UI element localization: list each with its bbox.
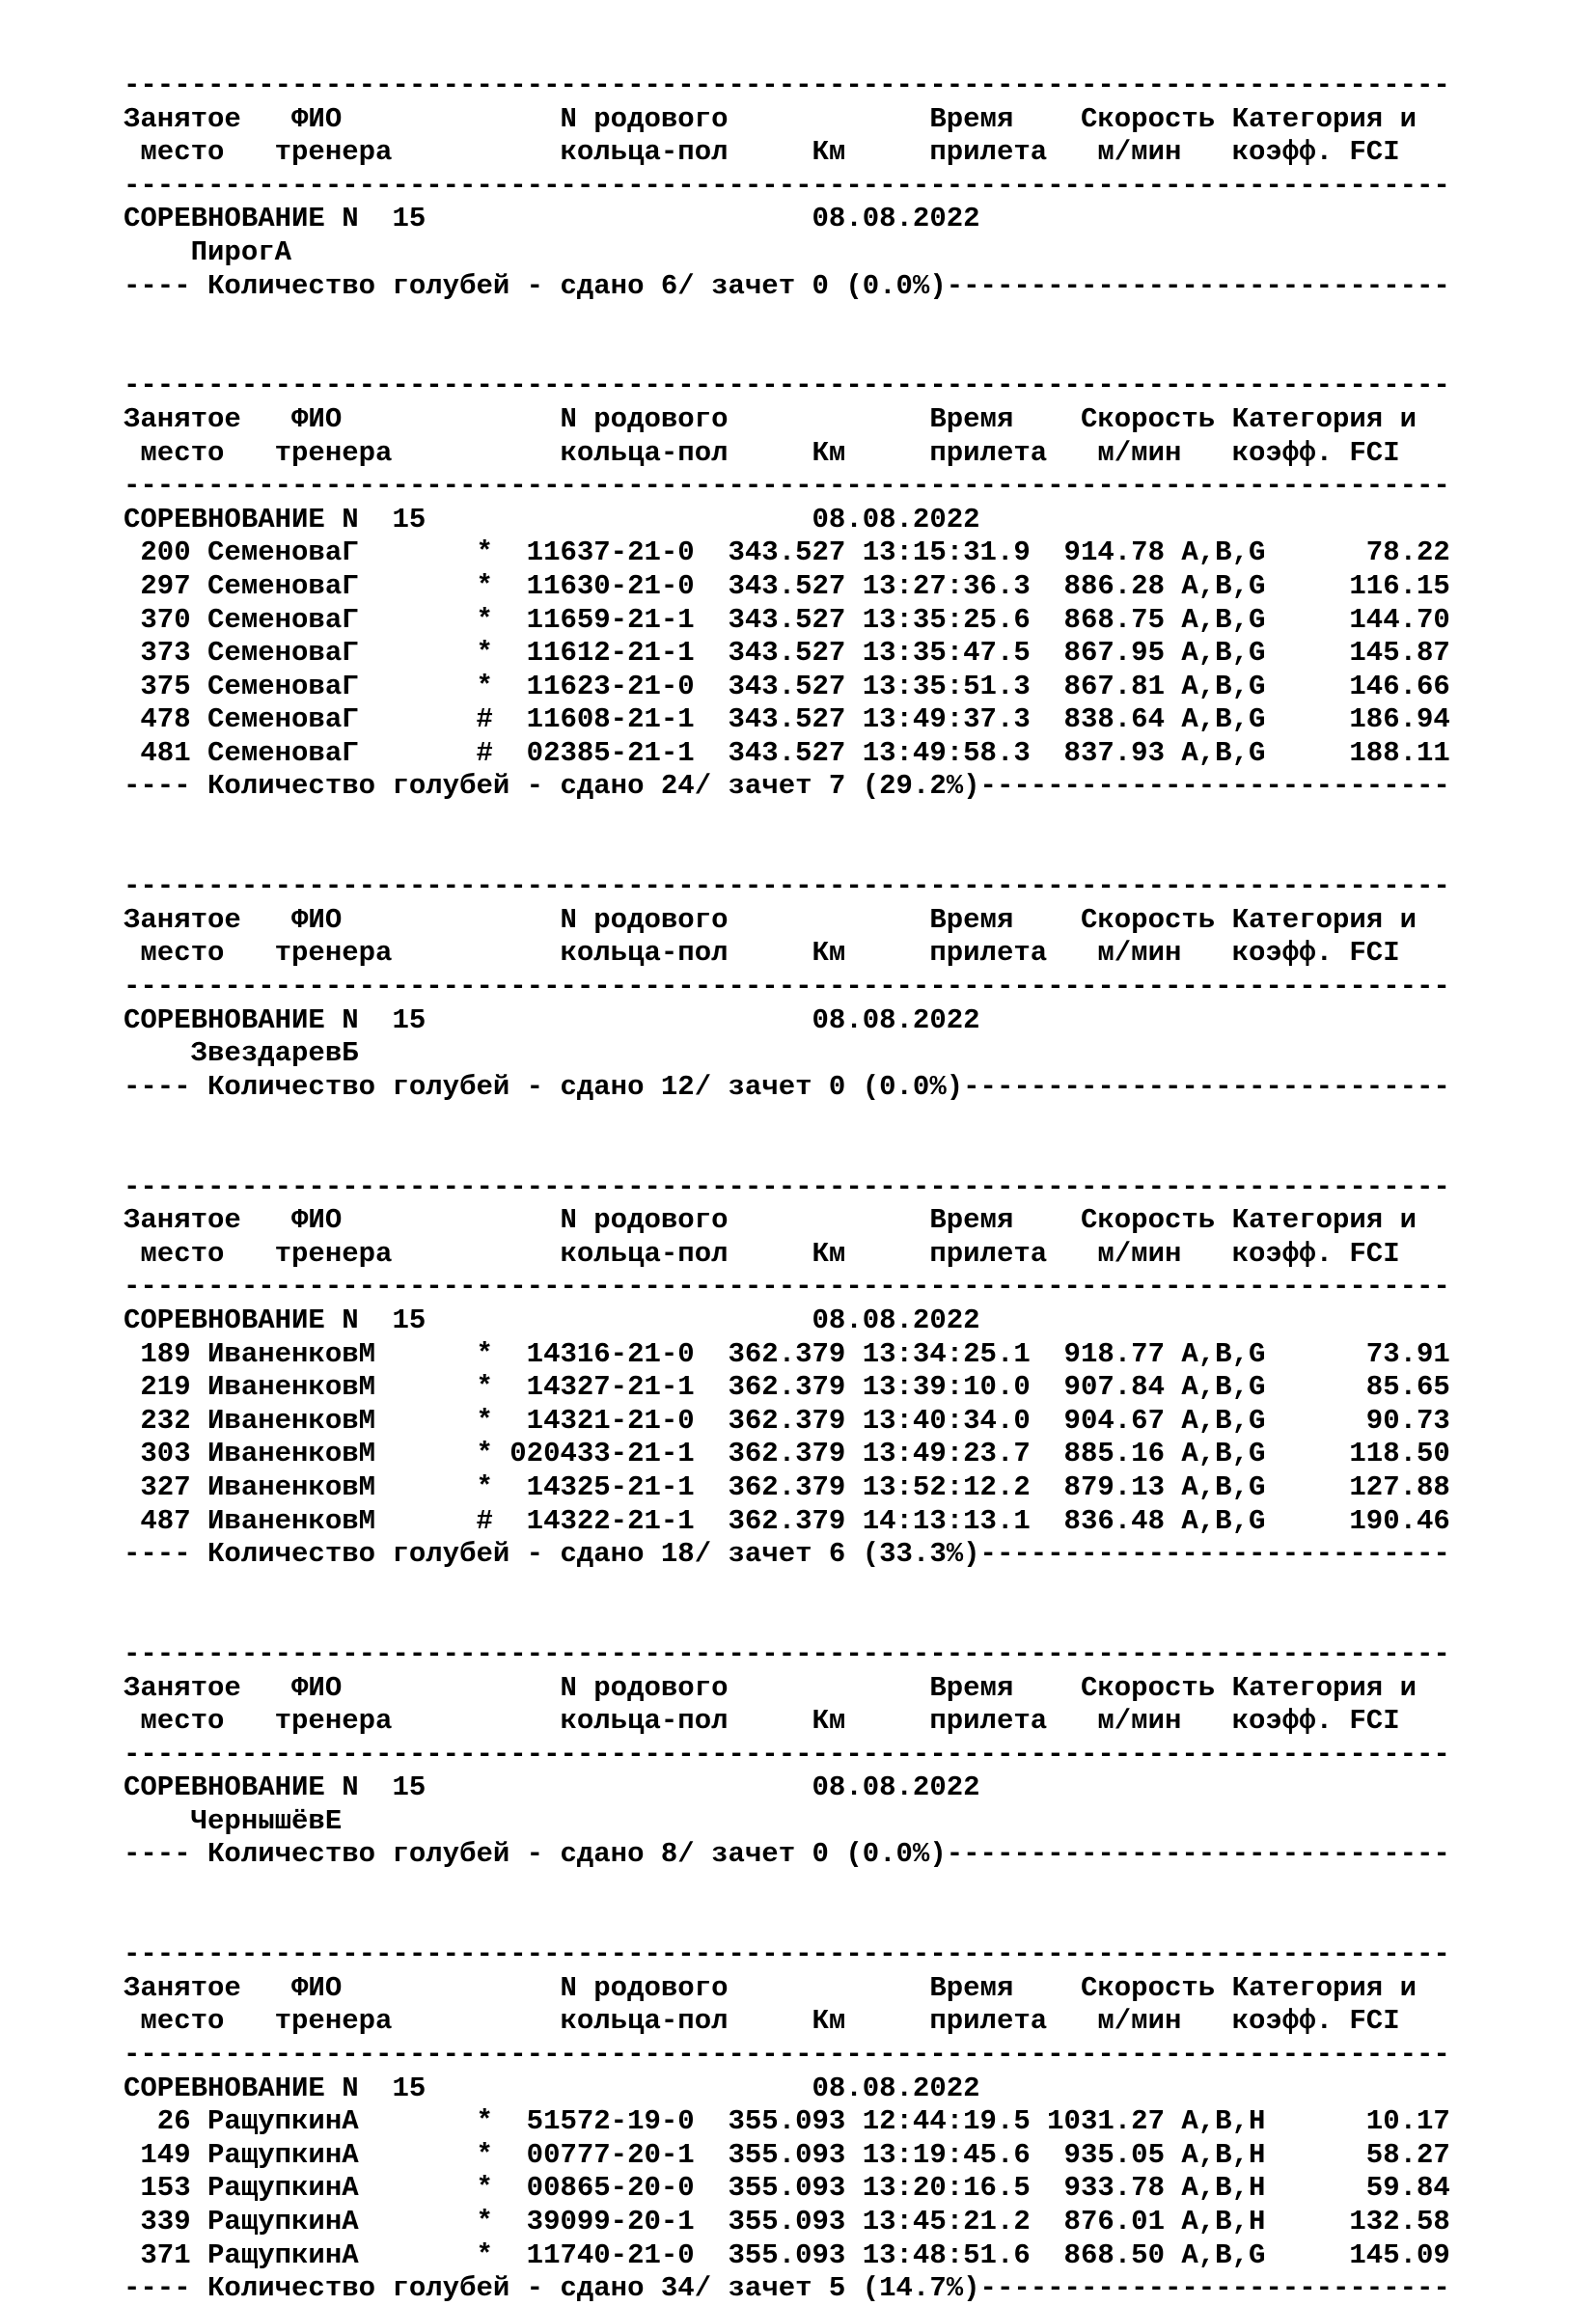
separator-line: ------------------------------------------------------------------------------- bbox=[124, 1637, 1450, 1670]
separator-line: ------------------------------------------------------------------------------- bbox=[124, 1271, 1450, 1304]
result-row: 149 РащупкинА * 00777-20-1 355.093 13:19:45.6 935.05 A,B,H 58.27 bbox=[124, 2138, 1450, 2171]
summary-line: ---- Количество голубей - сдано 34/ зачет 5 (14.7%)---------------------------- bbox=[124, 2272, 1450, 2305]
column-header-line-2: место тренера кольца-пол Км прилета м/мин коэфф. FCI bbox=[124, 1705, 1400, 1738]
result-row: 153 РащупкинА * 00865-20-0 355.093 13:20:16.5 933.78 A,B,H 59.84 bbox=[124, 2172, 1450, 2205]
result-row: 487 ИваненковМ # 14322-21-1 362.379 14:13:13.1 836.48 A,B,G 190.46 bbox=[124, 1504, 1450, 1537]
competition-title: СОРЕВНОВАНИЕ N 15 08.08.2022 bbox=[124, 1304, 980, 1336]
section-gap bbox=[124, 1572, 1450, 1638]
result-row: 189 ИваненковМ * 14316-21-0 362.379 13:34:25.1 918.77 A,B,G 73.91 bbox=[124, 1337, 1450, 1370]
competition-title: СОРЕВНОВАНИЕ N 15 08.08.2022 bbox=[124, 203, 980, 235]
separator-line: ------------------------------------------------------------------------------- bbox=[124, 1170, 1450, 1203]
summary-line: ---- Количество голубей - сдано 6/ зачет 0 (0.0%)------------------------------ bbox=[124, 269, 1450, 302]
result-row: 26 РащупкинА * 51572-19-0 355.093 12:44:19.5 1031.27 A,B,H 10.17 bbox=[124, 2105, 1450, 2138]
fancier-name: ЧернышёвЕ bbox=[124, 1804, 343, 1837]
result-row: 478 СеменоваГ # 11608-21-1 343.527 13:49:37.3 838.64 A,B,G 186.94 bbox=[124, 703, 1450, 736]
separator-line: ------------------------------------------------------------------------------- bbox=[124, 169, 1450, 202]
summary-line: ---- Количество голубей - сдано 18/ зачет 6 (33.3%)---------------------------- bbox=[124, 1538, 1450, 1571]
result-row: 200 СеменоваГ * 11637-21-0 343.527 13:15:31.9 914.78 A,B,G 78.22 bbox=[124, 536, 1450, 569]
result-row: 371 РащупкинА * 11740-21-0 355.093 13:48:51.6 868.50 A,B,G 145.09 bbox=[124, 2238, 1450, 2271]
separator-line: ------------------------------------------------------------------------------- bbox=[124, 470, 1450, 503]
column-header-line-1: Занятое ФИО N родового Время Скорость Категория и bbox=[124, 1204, 1417, 1237]
separator-line: ------------------------------------------------------------------------------- bbox=[124, 870, 1450, 903]
separator-line: ------------------------------------------------------------------------------- bbox=[124, 2039, 1450, 2072]
separator-line: ------------------------------------------------------------------------------- bbox=[124, 1938, 1450, 1971]
section-gap bbox=[124, 804, 1450, 870]
competition-title: СОРЕВНОВАНИЕ N 15 08.08.2022 bbox=[124, 1003, 980, 1036]
column-header-line-2: место тренера кольца-пол Км прилета м/мин коэфф. FCI bbox=[124, 937, 1400, 970]
section-gap bbox=[124, 1872, 1450, 1938]
column-header-line-1: Занятое ФИО N родового Время Скорость Категория и bbox=[124, 903, 1417, 936]
column-header-line-1: Занятое ФИО N родового Время Скорость Категория и bbox=[124, 1971, 1417, 2004]
summary-line: ---- Количество голубей - сдано 8/ зачет 0 (0.0%)------------------------------ bbox=[124, 1838, 1450, 1871]
column-header-line-2: место тренера кольца-пол Км прилета м/мин коэфф. FCI bbox=[124, 436, 1400, 469]
column-header-line-2: место тренера кольца-пол Км прилета м/мин коэфф. FCI bbox=[124, 136, 1400, 169]
result-row: 232 ИваненковМ * 14321-21-0 362.379 13:40:34.0 904.67 A,B,G 90.73 bbox=[124, 1404, 1450, 1437]
competition-title: СОРЕВНОВАНИЕ N 15 08.08.2022 bbox=[124, 503, 980, 535]
separator-line: ------------------------------------------------------------------------------- bbox=[124, 971, 1450, 1003]
section-gap bbox=[124, 1104, 1450, 1170]
result-row: 303 ИваненковМ * 020433-21-1 362.379 13:49:23.7 885.16 A,B,G 118.50 bbox=[124, 1438, 1450, 1470]
competition-title: СОРЕВНОВАНИЕ N 15 08.08.2022 bbox=[124, 2072, 980, 2104]
result-row: 327 ИваненковМ * 14325-21-1 362.379 13:52:12.2 879.13 A,B,G 127.88 bbox=[124, 1470, 1450, 1503]
result-row: 370 СеменоваГ * 11659-21-1 343.527 13:35:25.6 868.75 A,B,G 144.70 bbox=[124, 603, 1450, 636]
section-gap bbox=[124, 303, 1450, 370]
column-header-line-2: место тренера кольца-пол Км прилета м/мин коэфф. FCI bbox=[124, 2005, 1400, 2038]
result-row: 219 ИваненковМ * 14327-21-1 362.379 13:39:10.0 907.84 A,B,G 85.65 bbox=[124, 1371, 1450, 1404]
result-row: 297 СеменоваГ * 11630-21-0 343.527 13:27:36.3 886.28 A,B,G 116.15 bbox=[124, 569, 1450, 602]
result-row: 373 СеменоваГ * 11612-21-1 343.527 13:35:47.5 867.95 A,B,G 145.87 bbox=[124, 637, 1450, 670]
fancier-name: ЗвездаревБ bbox=[124, 1037, 359, 1070]
column-header-line-1: Занятое ФИО N родового Время Скорость Категория и bbox=[124, 402, 1417, 435]
fancier-name: ПирогА bbox=[124, 235, 292, 268]
separator-line: ------------------------------------------------------------------------------- bbox=[124, 69, 1450, 101]
competition-title: СОРЕВНОВАНИЕ N 15 08.08.2022 bbox=[124, 1771, 980, 1804]
column-header-line-2: место тренера кольца-пол Км прилета м/мин коэфф. FCI bbox=[124, 1237, 1400, 1270]
summary-line: ---- Количество голубей - сдано 12/ зачет 0 (0.0%)----------------------------- bbox=[124, 1070, 1450, 1103]
separator-line: ------------------------------------------------------------------------------- bbox=[124, 1738, 1450, 1771]
result-row: 339 РащупкинА * 39099-20-1 355.093 13:45:21.2 876.01 A,B,H 132.58 bbox=[124, 2206, 1450, 2237]
results-report bbox=[124, 69, 1450, 2306]
column-header-line-1: Занятое ФИО N родового Время Скорость Категория и bbox=[124, 1671, 1417, 1704]
separator-line: ------------------------------------------------------------------------------- bbox=[124, 370, 1450, 402]
result-row: 481 СеменоваГ # 02385-21-1 343.527 13:49:58.3 837.93 A,B,G 188.11 bbox=[124, 736, 1450, 769]
column-header-line-1: Занятое ФИО N родового Время Скорость Категория и bbox=[124, 102, 1417, 135]
result-row: 375 СеменоваГ * 11623-21-0 343.527 13:35:51.3 867.81 A,B,G 146.66 bbox=[124, 670, 1450, 702]
summary-line: ---- Количество голубей - сдано 24/ зачет 7 (29.2%)---------------------------- bbox=[124, 770, 1450, 803]
